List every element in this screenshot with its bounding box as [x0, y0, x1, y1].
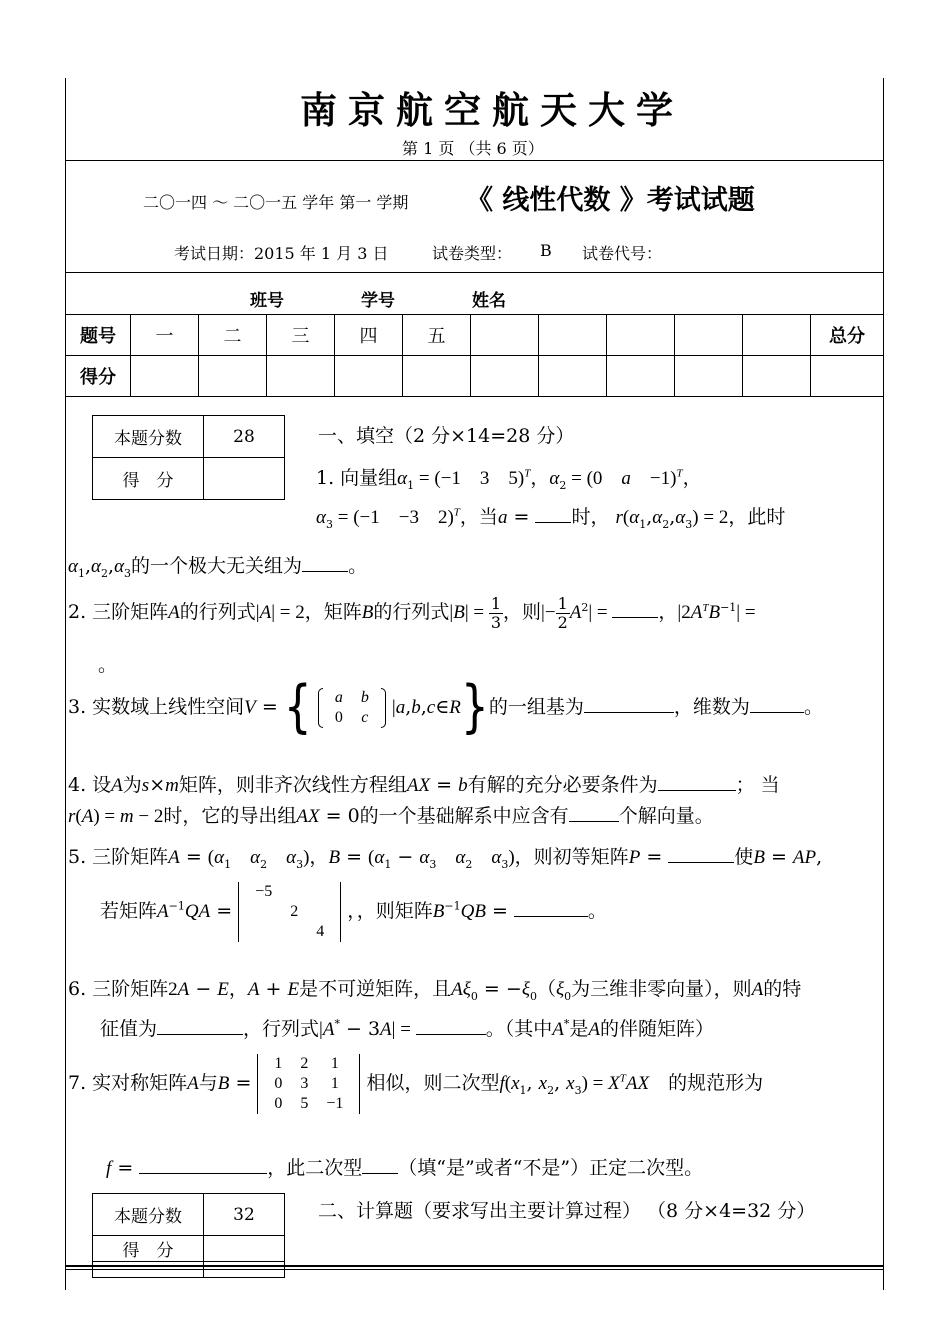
- q5-line1: 5. 三阶矩阵$A = (\alpha_1$ $\alpha_2$ $\alpha_3$)，$B = (\alpha_1 - \alpha_3$ $\alpha_2$ $\alpha_3$)，则初等矩阵P = 使B = AP,: [68, 846, 823, 871]
- q2-line1: 2. 三阶矩阵A的行列式|A| = 2，矩阵B的行列式|B| = $\frac{1}{3}$ ，则|− $\frac{1}{2}$ $A^2|$ = ，$|2A^TB^{-1}|$ =: [68, 594, 756, 632]
- score-cell[interactable]: [267, 356, 335, 397]
- paper-type: B: [540, 241, 552, 260]
- section1-got-label: 得 分: [93, 458, 204, 500]
- col-8: [607, 315, 675, 356]
- score-cell[interactable]: [539, 356, 607, 397]
- section1-score-value: 28: [204, 416, 285, 458]
- question-number-label: 题号: [66, 315, 131, 356]
- section2-score-label: 本题分数: [93, 1194, 204, 1236]
- q7-line2: f = ，此二次型 （填“是”或者“不是”）正定二次型。: [106, 1157, 704, 1179]
- page-info: 第 1 页 （共 6 页）: [402, 139, 544, 158]
- q5-diag-matrix: −5 2 4: [238, 882, 341, 942]
- section2-got-label: 得 分: [93, 1236, 204, 1262]
- section2-score-value: 32: [204, 1194, 285, 1236]
- col-6: [471, 315, 539, 356]
- col-7: [539, 315, 607, 356]
- q1-line3: $\alpha_1,\alpha_2,\alpha_3$的一个极大无关组为 。: [68, 555, 368, 580]
- section2-empty-cell: [93, 1262, 204, 1278]
- score-cell[interactable]: [607, 356, 675, 397]
- q3-line: 3. 实数域上线性空间V = { a b 0 c |a,b,c∈R}的一组基为 ，维数为 。: [68, 674, 823, 741]
- q6-line2: 征值为 ，行列式|A* − 3A| = 。（其中A*是A的伴随矩阵）: [100, 1017, 714, 1040]
- right-margin-line: [883, 78, 884, 1290]
- score-cell[interactable]: [403, 356, 471, 397]
- score-cell[interactable]: [471, 356, 539, 397]
- q7-line1: 7. 实对称矩阵A与B = 1 2 1 0 3 1 0 5 −1 相似，则二次型$f(x_1$, $x_2$, $x_3) = X^TAX$ 的规范形为: [68, 1055, 764, 1112]
- exam-date: 考试日期：2015 年 1 月 3 日: [174, 244, 389, 263]
- semester-label: 二〇一四 ～ 二〇一五 学年 第一 学期: [143, 193, 409, 212]
- q1-line1: 1. 向量组$\alpha_1 = (-1$ 3 5)$^T$，$\alpha_2 = (0$ a −1)$^T$，: [316, 467, 702, 492]
- university-name: 南京航空航天大学: [300, 89, 684, 132]
- section1-heading: 一、填空（2 分×14=28 分）: [318, 425, 575, 447]
- q1-line2: $\alpha_3 = (-1$ −3 2)$^T$，当a = 时， $r(\alpha_1,\alpha_2,\alpha_3) = 2$，此时: [316, 506, 786, 531]
- col-4: 四: [335, 315, 403, 356]
- col-9: [675, 315, 743, 356]
- section2-score-box: [92, 1193, 285, 1278]
- header-divider: [65, 160, 884, 161]
- section2-empty-cell: [204, 1262, 285, 1278]
- left-margin-line: [65, 78, 66, 1290]
- paper-type-label: 试卷类型：: [432, 244, 513, 263]
- col-10: [743, 315, 811, 356]
- q4-line2: r(A) = m − 2时，它的导出组AX = 0的一个基础解系中应含有 个解向量。: [68, 805, 714, 827]
- name-label: 姓名: [472, 291, 506, 311]
- q5-line2: 若矩阵$A^{-1}QA$ = −5 2 4 ，，则矩阵$B^{-1}QB$ = 。: [100, 883, 607, 940]
- info-divider: [65, 272, 884, 273]
- col-1: 一: [131, 315, 199, 356]
- q7-matrix-B: 1 2 1 0 3 1 0 5 −1: [257, 1054, 360, 1114]
- q3-matrix: a b 0 c: [318, 688, 386, 728]
- section1-score-box: [92, 415, 285, 500]
- score-cell[interactable]: [131, 356, 199, 397]
- class-label: 班号: [250, 291, 284, 311]
- score-cell[interactable]: [675, 356, 743, 397]
- total-label: 总分: [811, 315, 884, 356]
- score-cell[interactable]: [743, 356, 811, 397]
- exam-title: 《 线性代数 》考试试题: [466, 185, 755, 216]
- score-cell[interactable]: [811, 356, 884, 397]
- score-cell[interactable]: [335, 356, 403, 397]
- section2-heading: 二、计算题（要求写出主要计算过程） （8 分×4=32 分）: [318, 1200, 816, 1222]
- q2-period: 。: [98, 654, 118, 676]
- q4-line1: 4. 设A为s×m矩阵，则非齐次线性方程组AX = b有解的充分必要条件为 ； 当: [68, 774, 780, 796]
- col-5: 五: [403, 315, 471, 356]
- section1-score-label: 本题分数: [93, 416, 204, 458]
- paper-code-label: 试卷代号：: [582, 244, 663, 263]
- col-2: 二: [199, 315, 267, 356]
- score-table: [65, 314, 884, 397]
- section2-got-cell[interactable]: [204, 1236, 285, 1262]
- section1-got-cell[interactable]: [204, 458, 285, 500]
- col-3: 三: [267, 315, 335, 356]
- q6-line1: 6. 三阶矩阵2A − E，A + E是不可逆矩阵，且$A\xi_0 = -\xi_0(\xi_0$为三维非零向量），则A的特: [68, 978, 802, 1003]
- score-cell[interactable]: [199, 356, 267, 397]
- score-row-label: 得分: [66, 356, 131, 397]
- student-id-label: 学号: [361, 291, 395, 311]
